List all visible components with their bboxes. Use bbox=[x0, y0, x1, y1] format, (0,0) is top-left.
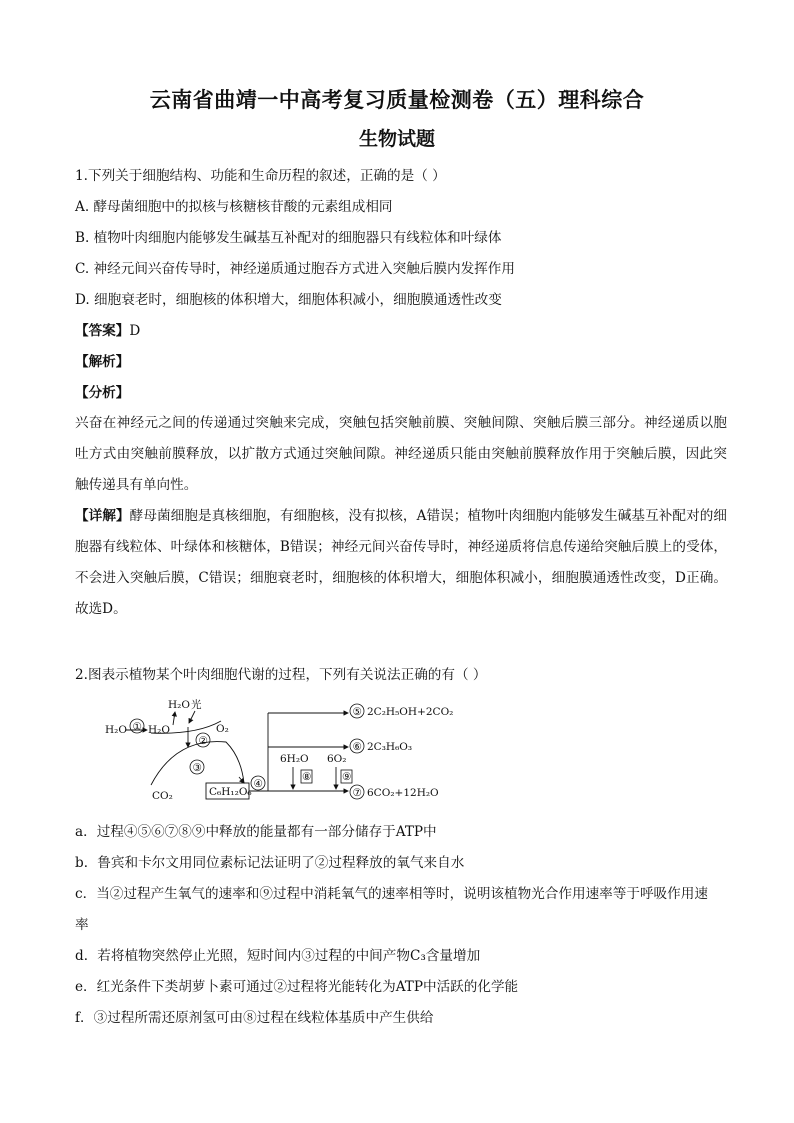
h2o-left-label: H₂O bbox=[105, 724, 127, 736]
statement-a: a．过程④⑤⑥⑦⑧⑨中释放的能量都有一部分储存于ATP中 bbox=[75, 824, 437, 840]
question-1-option-d: D. 细胞衰老时，细胞核的体积增大，细胞体积减小，细胞膜通透性改变 bbox=[75, 292, 502, 308]
question-2-stem: 2.图表示植物某个叶肉细胞代谢的过程，下列有关说法正确的有（ ） bbox=[75, 667, 487, 683]
answer-label: 【答案】 bbox=[75, 323, 130, 339]
light-label: 光 bbox=[191, 699, 202, 711]
h2o-top-label: H₂O bbox=[168, 699, 190, 711]
answer-line bbox=[75, 321, 727, 341]
arrow-to-h2o-top bbox=[173, 712, 175, 725]
fenxi-label: 【分析】 bbox=[75, 385, 130, 401]
question-1-option-a: A. 酵母菌细胞中的拟核与核糖核苷酸的元素组成相同 bbox=[75, 199, 393, 215]
detail-paragraph bbox=[75, 501, 727, 625]
step-9-label: ⑨ bbox=[342, 771, 352, 783]
step-7-label: ⑦ bbox=[352, 787, 362, 799]
question-1-option-c: C. 神经元间兴奋传导时，神经递质通过胞吞方式进入突触后膜内发挥作用 bbox=[75, 261, 515, 277]
product-5-label: 2C₂H₅OH+2CO₂ bbox=[367, 706, 454, 718]
detail-text: 酵母菌细胞是真核细胞，有细胞核，没有拟核，A错误；植物叶肉细胞内能够发生碱基互补配对的细胞器有线粒体、叶绿体和核糖体，B错误；神经元间兴奋传导时，神经递质将信息传递给突触后膜上的受体，不会进入突触后膜，C错误；细胞衰老时，细胞核的体积增大，细胞体积减小，细胞膜通透性改变，D正确。故选D。 bbox=[75, 508, 727, 617]
page-subtitle: 生物试题 bbox=[358, 128, 435, 150]
analysis-label: 【解析】 bbox=[75, 354, 130, 370]
light-arrow bbox=[189, 711, 195, 723]
six-o2-label: 6O₂ bbox=[327, 753, 347, 765]
metabolism-diagram bbox=[96, 697, 456, 809]
page-title: 云南省曲靖一中高考复习质量检测卷（五）理科综合 bbox=[149, 87, 645, 112]
step-8-label: ⑧ bbox=[302, 771, 312, 783]
statement-e: e．红光条件下类胡萝卜素可通过②过程将光能转化为ATP中活跃的化学能 bbox=[75, 979, 519, 995]
co2-label: CO₂ bbox=[152, 790, 173, 802]
statement-f: f．③过程所需还原剂氢可由⑧过程在线粒体基质中产生供给 bbox=[75, 1010, 434, 1026]
six-h2o-label: 6H₂O bbox=[280, 753, 309, 765]
statement-c: c．当②过程产生氧气的速率和⑨过程中消耗氧气的速率相等时，说明该植物光合作用速率等于呼吸作用速 bbox=[75, 886, 708, 902]
product-6-label: 2C₃H₆O₃ bbox=[367, 741, 413, 753]
statement-c-continued: 率 bbox=[75, 917, 89, 933]
step-1-label: ① bbox=[132, 721, 142, 733]
question-1-option-b: B. 植物叶肉细胞内能够发生碱基互补配对的细胞器只有线粒体和叶绿体 bbox=[75, 230, 502, 246]
step-6-label: ⑥ bbox=[352, 741, 362, 753]
detail-label: 【详解】 bbox=[75, 508, 130, 524]
step-5-label: ⑤ bbox=[352, 706, 362, 718]
question-1-stem: 1.下列关于细胞结构、功能和生命历程的叙述，正确的是（ ） bbox=[75, 168, 446, 184]
step-3-label: ③ bbox=[192, 762, 202, 774]
step-2-label: ② bbox=[198, 735, 208, 747]
analysis-heading bbox=[75, 352, 727, 372]
answer-value: D bbox=[129, 323, 141, 339]
product-7-label: 6CO₂+12H₂O bbox=[367, 787, 439, 799]
step-4-label: ④ bbox=[253, 778, 263, 790]
statement-d: d．若将植物突然停止光照，短时间内③过程的中间产物C₃含量增加 bbox=[75, 948, 481, 964]
statement-b: b．鲁宾和卡尔文用同位素标记法证明了②过程释放的氧气来自水 bbox=[75, 855, 465, 871]
o2-label: O₂ bbox=[216, 723, 229, 735]
fenxi-paragraph: 兴奋在神经元之间的传递通过突触来完成，突触包括突触前膜、突触间隙、突触后膜三部分。神经递质以胞吐方式由突触前膜释放，以扩散方式通过突触间隙。神经递质只能由突触前膜释放作用于突触后膜，因此突触传递具有单向性。 bbox=[75, 415, 727, 493]
glucose-label: C₆H₁₂O₆ bbox=[209, 786, 252, 798]
h2o-mid-label: H₂O bbox=[148, 724, 170, 736]
fenxi-heading bbox=[75, 383, 727, 403]
